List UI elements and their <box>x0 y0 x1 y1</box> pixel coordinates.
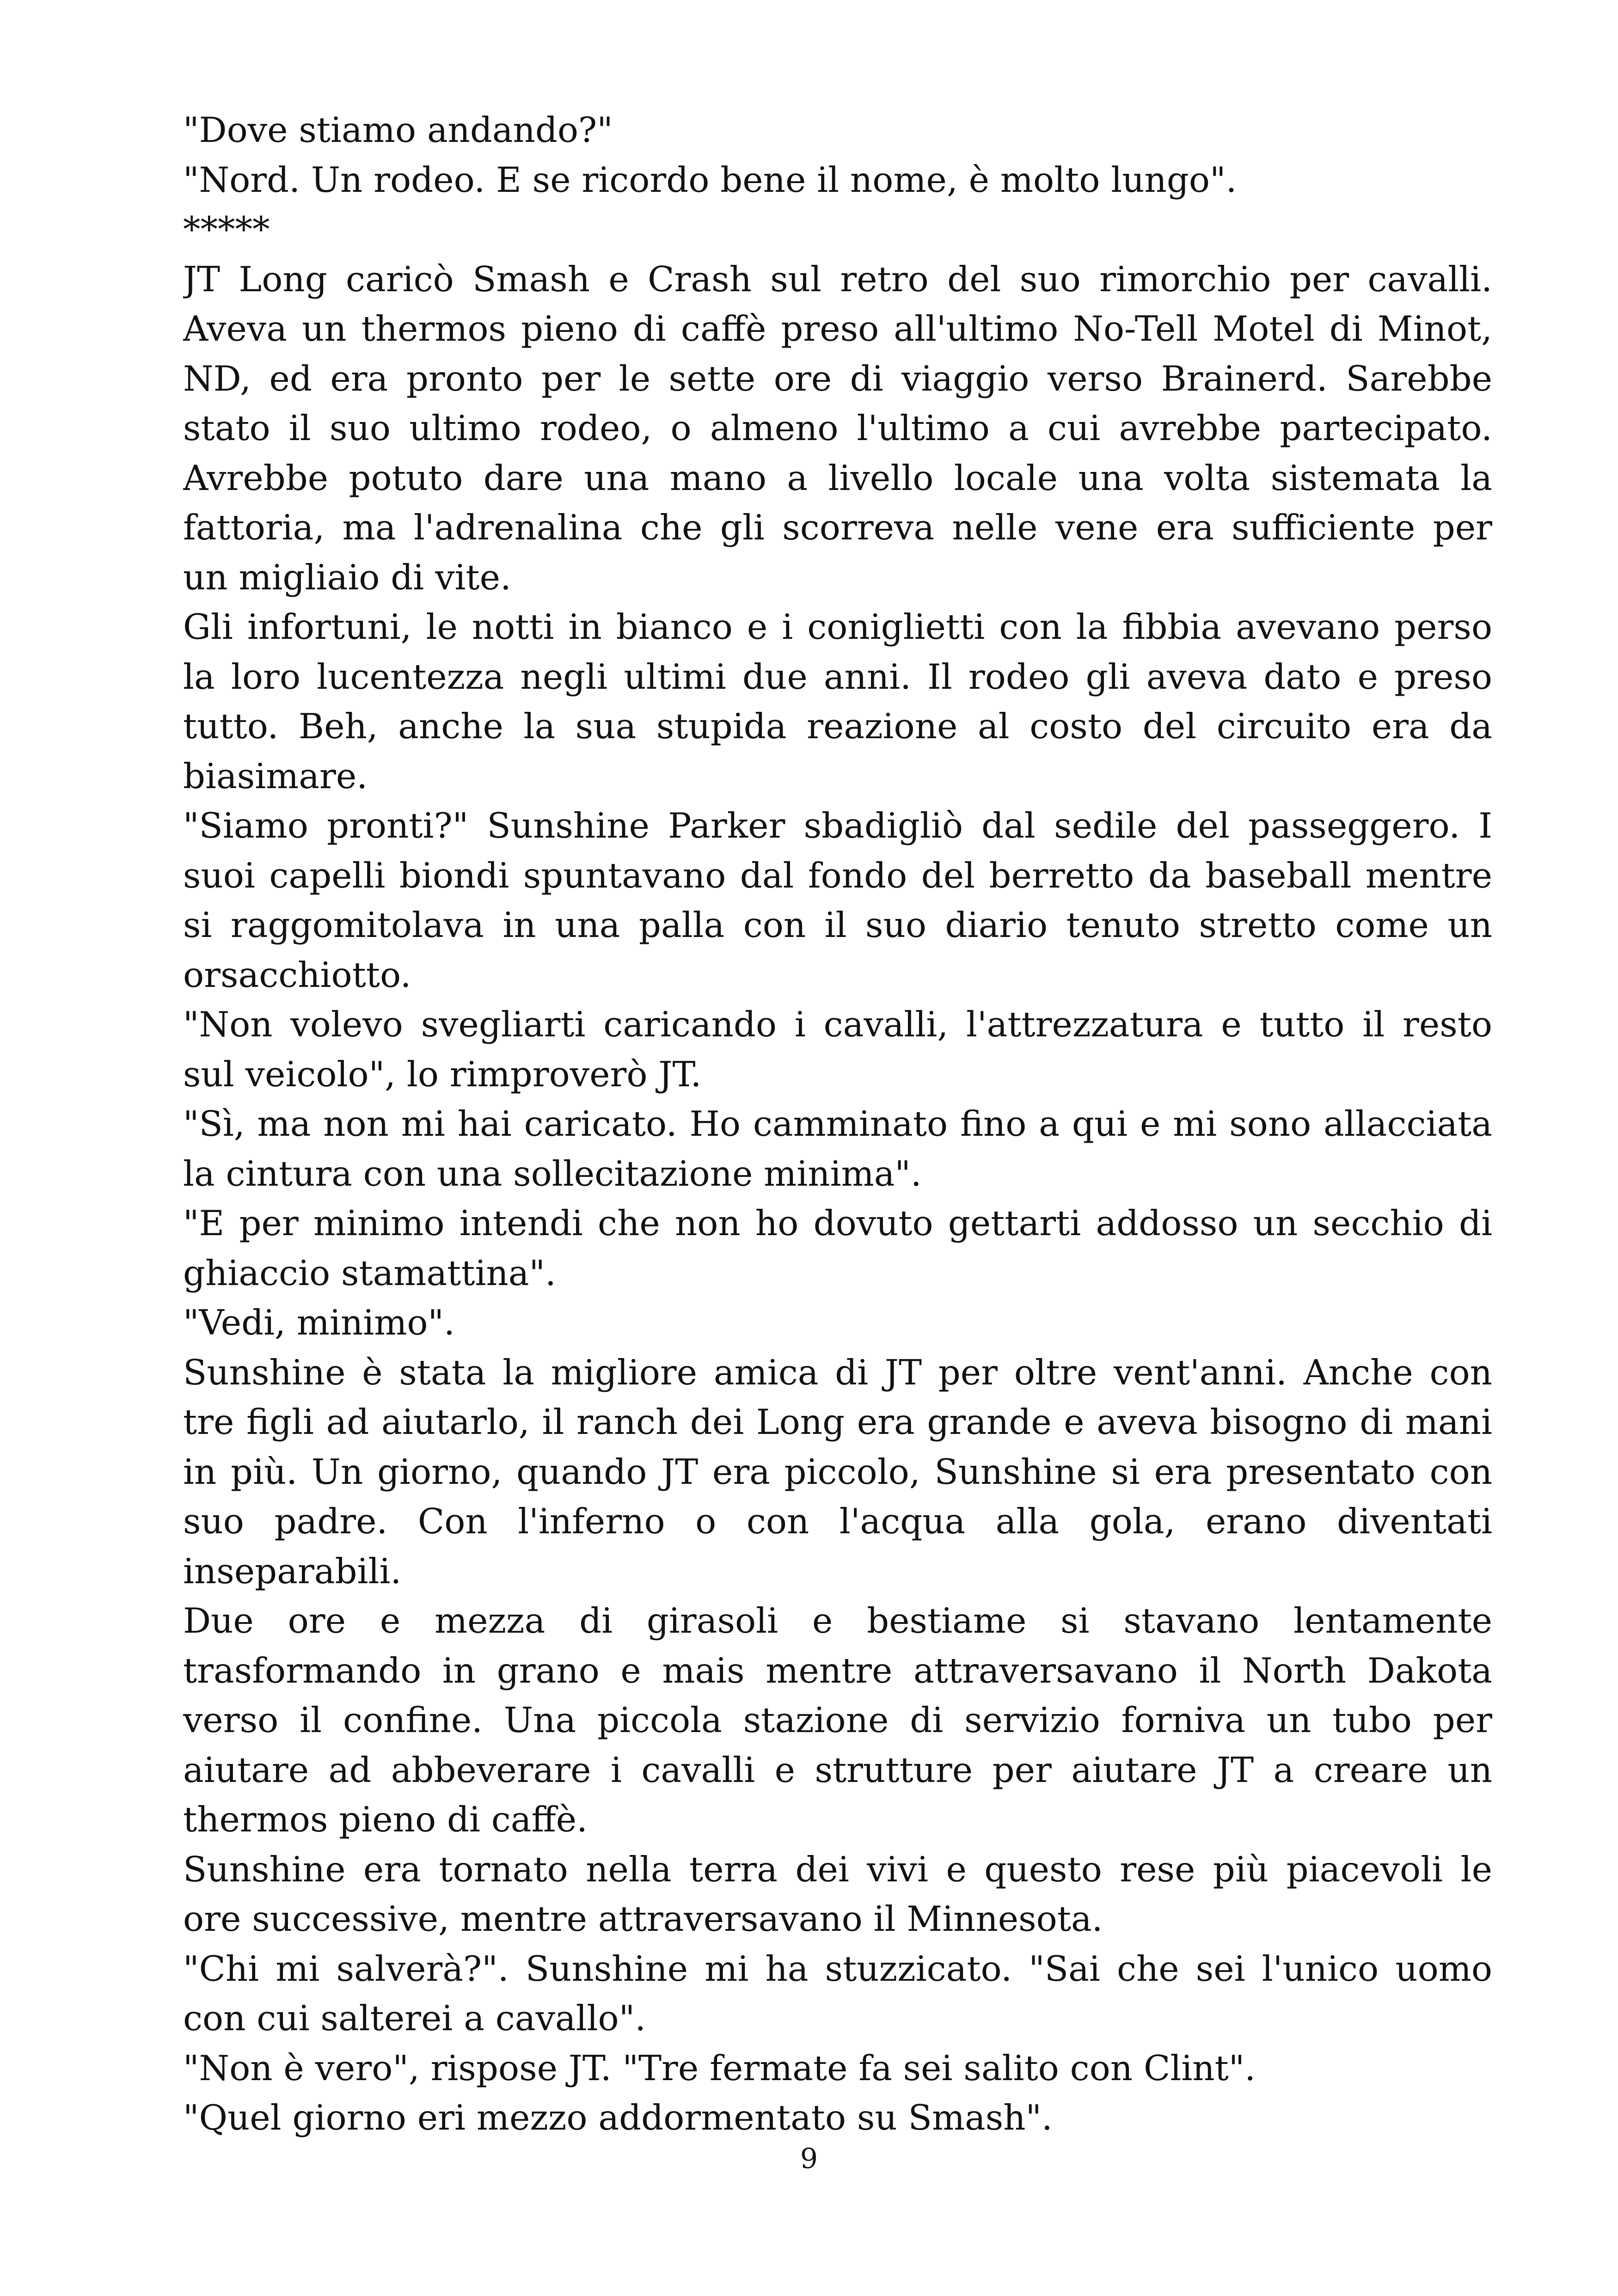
text-line: un migliaio di vite. <box>183 557 511 598</box>
text-line: stato il suo ultimo rodeo, o almeno l'ultimo a cui avrebbe partecipato. <box>183 408 1492 448</box>
text-line: tre figli ad aiutarlo, il ranch dei Long era grande e aveva bisogno di mani <box>183 1402 1492 1442</box>
text-line: "Vedi, minimo". <box>183 1302 455 1343</box>
text-line: in più. Un giorno, quando JT era piccolo, Sunshine si era presentato con <box>183 1451 1492 1492</box>
text-line: Sunshine era tornato nella terra dei vivi e questo rese più piacevoli le <box>183 1849 1492 1890</box>
text-line: aiutare ad abbeverare i cavalli e strutture per aiutare JT a creare un <box>183 1749 1492 1790</box>
text-line: "Chi mi salverà?". Sunshine mi ha stuzzicato. "Sai che sei l'unico uomo <box>183 1948 1492 1989</box>
body-text <box>183 105 1492 2143</box>
text-line: sul veicolo", lo rimproverò JT. <box>183 1053 702 1095</box>
text-line: Aveva un thermos pieno di caffè preso all'ultimo No-Tell Motel di Minot, <box>183 308 1492 349</box>
text-line: la cintura con una sollecitazione minima". <box>183 1153 922 1194</box>
text-line: ND, ed era pronto per le sette ore di viaggio verso Brainerd. Sarebbe <box>183 358 1492 399</box>
text-line: biasimare. <box>183 755 368 796</box>
text-line: "Sì, ma non mi hai caricato. Ho camminato fino a qui e mi sono allacciata <box>183 1103 1492 1144</box>
text-line: JT Long caricò Smash e Crash sul retro del suo rimorchio per cavalli. <box>183 258 1492 300</box>
text-line: "E per minimo intendi che non ho dovuto gettarti addosso un secchio di <box>183 1203 1492 1243</box>
text-line: "Non è vero", rispose JT. "Tre fermate fa sei salito con Clint". <box>183 2047 1256 2088</box>
text-line: Due ore e mezza di girasoli e bestiame si stavano lentamente <box>183 1600 1492 1641</box>
text-line: ghiaccio stamattina". <box>183 1252 556 1293</box>
text-line: si raggomitolava in una palla con il suo diario tenuto stretto come un <box>183 905 1492 945</box>
text-line: suo padre. Con l'inferno o con l'acqua alla gola, erano diventati <box>183 1501 1492 1542</box>
text-line: ***** <box>183 209 270 250</box>
text-line: Avrebbe potuto dare una mano a livello locale una volta sistemata la <box>183 457 1492 498</box>
text-line: "Non volevo svegliarti caricando i cavalli, l'attrezzatura e tutto il resto <box>183 1004 1492 1045</box>
text-line: "Dove stiamo andando?" <box>183 110 613 150</box>
page-number: 9 <box>800 2143 818 2175</box>
text-line: verso il confine. Una piccola stazione di servizio forniva un tubo per <box>183 1700 1492 1740</box>
text-line: trasformando in grano e mais mentre attraversavano il North Dakota <box>183 1650 1492 1691</box>
text-line: "Siamo pronti?" Sunshine Parker sbadigliò dal sedile del passeggero. I <box>183 805 1492 846</box>
text-line: inseparabili. <box>183 1550 402 1592</box>
text-line: thermos pieno di caffè. <box>183 1799 588 1840</box>
text-line: "Nord. Un rodeo. E se ricordo bene il nome, è molto lungo". <box>183 159 1237 200</box>
text-line: Sunshine è stata la migliore amica di JT per oltre vent'anni. Anche con <box>183 1352 1492 1393</box>
text-line: orsacchiotto. <box>183 954 411 995</box>
text-line: suoi capelli biondi spuntavano dal fondo del berretto da baseball mentre <box>183 855 1492 896</box>
text-line: la loro lucentezza negli ultimi due anni. Il rodeo gli aveva dato e preso <box>183 656 1492 697</box>
text-line: Gli infortuni, le notti in bianco e i coniglietti con la fibbia avevano perso <box>183 606 1492 647</box>
text-line: fattoria, ma l'adrenalina che gli scorreva nelle vene era sufficiente per <box>183 507 1492 548</box>
text-line: ore successive, mentre attraversavano il Minnesota. <box>183 1898 1103 1939</box>
text-line: tutto. Beh, anche la sua stupida reazione al costo del circuito era da <box>183 706 1492 747</box>
text-line: con cui salterei a cavallo". <box>183 1998 646 2039</box>
text-line: "Quel giorno eri mezzo addormentato su Smash". <box>183 2097 1053 2138</box>
